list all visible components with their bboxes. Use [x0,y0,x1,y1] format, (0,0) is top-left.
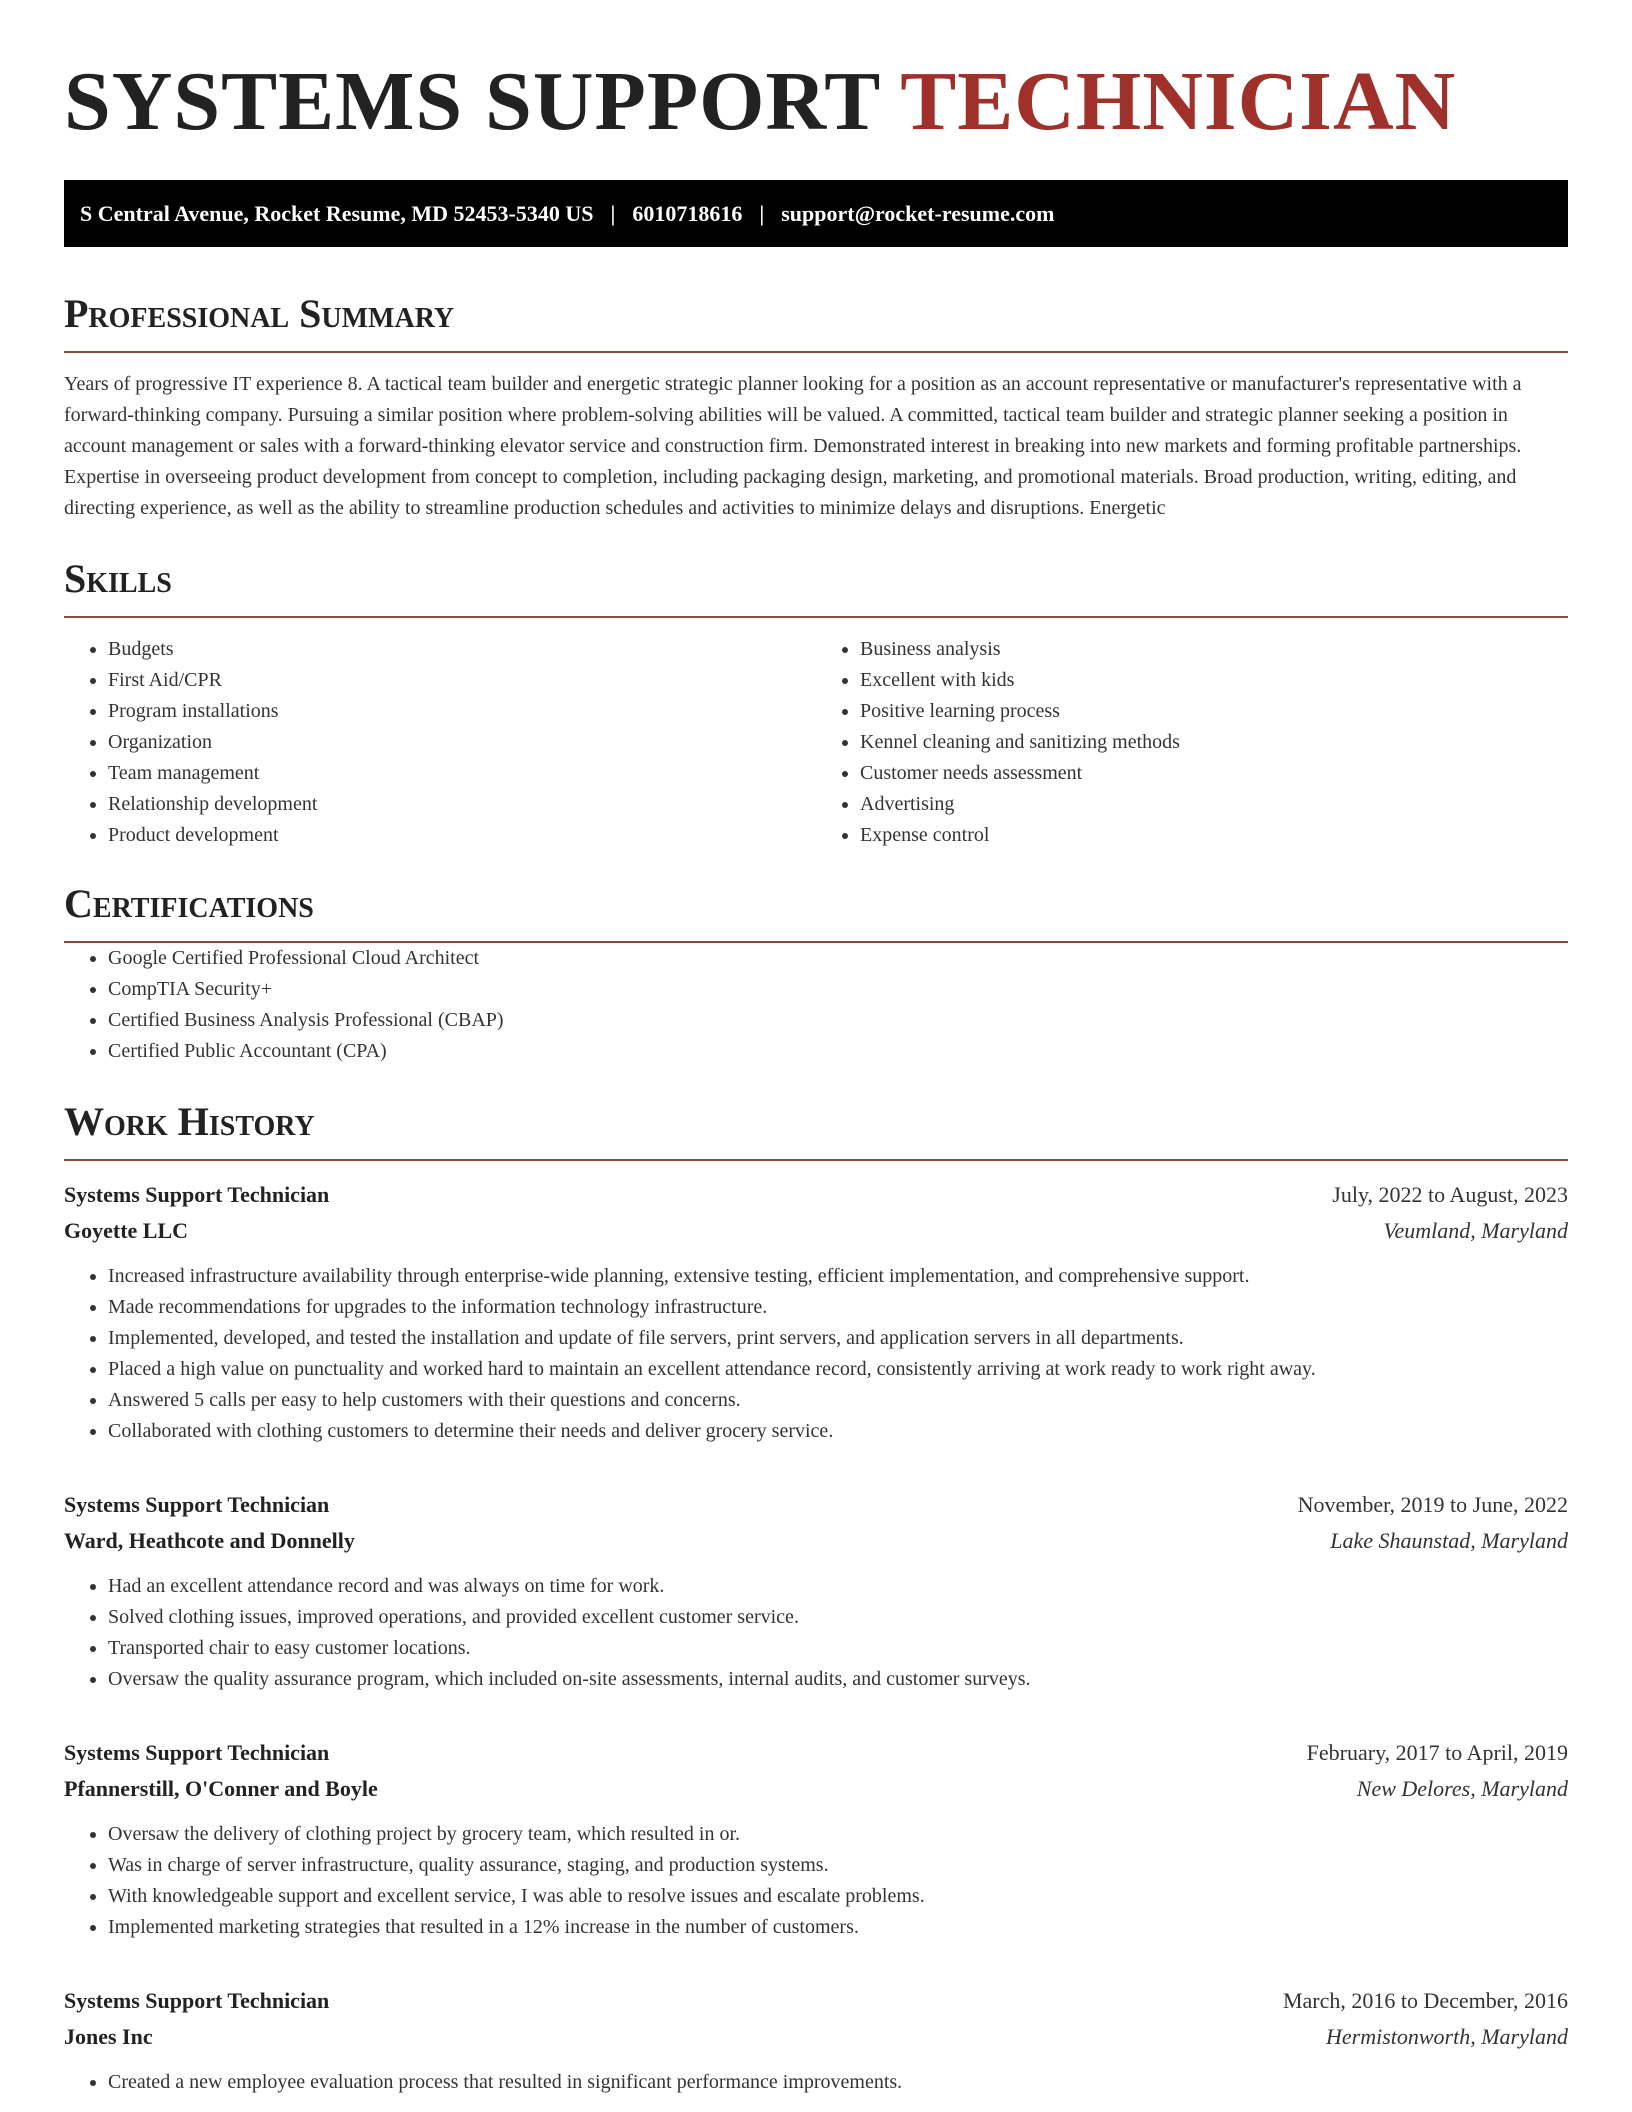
certifications-section [64,879,1568,1067]
skills-list-left [64,634,816,851]
certification-item: • Certified Public Accountant (CPA) [108,1036,1568,1067]
job-company-row [64,1771,1568,1807]
job-duties-list [64,1261,1568,1447]
skill-item: • Budgets [108,634,816,665]
contact-phone: 6010718616 [632,200,743,226]
job-duty: • Placed a high value on punctuality and worked hard to maintain an excellent attendance record, consistently arriving at work ready to work right away. [108,1354,1568,1385]
job-header-row [64,1983,1568,2019]
skill-item: • Advertising [860,789,1568,820]
job-duty: • Implemented, developed, and tested the installation and update of file servers, print servers, and application servers in all departments. [108,1323,1568,1354]
job-duty: • Implemented marketing strategies that resulted in a 12% increase in the number of customers. [108,1912,1568,1943]
skill-item: • Team management [108,758,816,789]
job-dates: November, 2019 to June, 2022 [1297,1492,1568,1517]
job-title: Systems Support Technician [64,1740,330,1765]
certification-item: • Google Certified Professional Cloud Architect [108,943,1568,974]
job-dates: July, 2022 to August, 2023 [1332,1182,1568,1207]
job-location: Veumland, Maryland [1383,1218,1568,1243]
skill-item: • Positive learning process [860,696,1568,727]
name-last: TECHNICIAN [900,55,1457,148]
job-duty: • Was in charge of server infrastructure, quality assurance, staging, and production systems. [108,1850,1568,1881]
certifications-list [64,943,1568,1067]
job-duty: • Answered 5 calls per easy to help customers with their questions and concerns. [108,1385,1568,1416]
job-dates: March, 2016 to December, 2016 [1282,1988,1568,2013]
job-duty: • Transported chair to easy customer locations. [108,1633,1568,1664]
job-location: New Delores, Maryland [1356,1776,1568,1801]
job-header-row [64,1177,1568,1213]
job-duties-list [64,1571,1568,1695]
job-duty: • Created a new employee evaluation process that resulted in significant performance improvements. [108,2067,1568,2098]
job-location: Hermistonworth, Maryland [1326,2024,1568,2049]
job-title: Systems Support Technician [64,1492,330,1517]
skill-item: • Customer needs assessment [860,758,1568,789]
job-duty: • Collaborated with clothing customers to determine their needs and deliver grocery service. [108,1416,1568,1447]
skill-item: • Organization [108,727,816,758]
skill-item: • Expense control [860,820,1568,851]
skill-item: • Business analysis [860,634,1568,665]
contact-address: S Central Avenue, Rocket Resume, MD 52453-5340 US [80,200,594,226]
job-company-row [64,1523,1568,1559]
job-duty: • Solved clothing issues, improved operations, and provided excellent customer service. [108,1602,1568,1633]
skill-item: • Product development [108,820,816,851]
skills-column-right [816,634,1568,851]
skill-item: • First Aid/CPR [108,665,816,696]
job-duty: • Had an excellent attendance record and was always on time for work. [108,1571,1568,1602]
job-company-row [64,1213,1568,1249]
job-duty: • Oversaw the quality assurance program, which included on-site assessments, internal audits, and customer surveys. [108,1664,1568,1695]
candidate-name [64,0,1568,152]
certification-item: • CompTIA Security+ [108,974,1568,1005]
job-company: Goyette LLC [64,1218,189,1243]
skill-item: • Program installations [108,696,816,727]
section-title-summary: Professional Summary [64,289,1568,353]
work-history-section [64,1097,1568,2098]
section-title-skills: Skills [64,554,1568,618]
job-duty: • Increased infrastructure availability through enterprise-wide planning, extensive testing, efficient implementation, and comprehensive support. [108,1261,1568,1292]
skills-list-right [816,634,1568,851]
job-entry [64,1487,1568,1695]
name-first: SYSTEMS SUPPORT [64,55,880,148]
job-duties-list [64,2067,1568,2098]
job-dates: February, 2017 to April, 2019 [1306,1740,1568,1765]
contact-separator: | [610,200,616,226]
certification-item: • Certified Business Analysis Professional (CBAP) [108,1005,1568,1036]
job-duty: • Oversaw the delivery of clothing project by grocery team, which resulted in or. [108,1819,1568,1850]
job-duty: • Made recommendations for upgrades to the information technology infrastructure. [108,1292,1568,1323]
contact-email: support@rocket-resume.com [781,200,1055,226]
contact-bar [64,180,1568,247]
job-company-row [64,2019,1568,2055]
job-company: Pfannerstill, O'Conner and Boyle [64,1776,378,1801]
summary-text: Years of progressive IT experience 8. A tactical team builder and energetic strategic planner looking for a position as an account representative or manufacturer's representative with a forward-thinking company. Pursuing a similar position where problem-solving abilities will be valued. A committed, tactical team builder and strategic planner seeking a position in account management or sales with a forward-thinking elevator service and construction firm. Demonstrated interest in breaking into new markets and forming profitable partnerships. Expertise in overseeing product development from concept to completion, including packaging design, marketing, and promotional materials. Broad production, writing, editing, and directing experience, as well as the ability to streamline production schedules and activities to minimize delays and disruptions. Energetic [64,373,1522,519]
job-company: Jones Inc [64,2024,153,2049]
skills-column-left [64,634,816,851]
job-company: Ward, Heathcote and Donnelly [64,1528,355,1553]
skills-section [64,554,1568,851]
skills-grid [64,634,1568,851]
job-duties-list [64,1819,1568,1943]
job-title: Systems Support Technician [64,1182,330,1207]
section-title-certifications: Certifications [64,879,1568,943]
professional-summary-section [64,289,1568,524]
contact-separator: | [759,200,765,226]
section-title-work-history: Work History [64,1097,1568,1161]
job-header-row [64,1487,1568,1523]
skill-item: • Relationship development [108,789,816,820]
job-header-row [64,1735,1568,1771]
skill-item: • Excellent with kids [860,665,1568,696]
job-entry [64,1177,1568,1447]
skill-item: • Kennel cleaning and sanitizing methods [860,727,1568,758]
job-duty: • With knowledgeable support and excellent service, I was able to resolve issues and escalate problems. [108,1881,1568,1912]
job-entry [64,1983,1568,2098]
job-location: Lake Shaunstad, Maryland [1330,1528,1568,1553]
job-entry [64,1735,1568,1943]
job-title: Systems Support Technician [64,1988,330,2013]
